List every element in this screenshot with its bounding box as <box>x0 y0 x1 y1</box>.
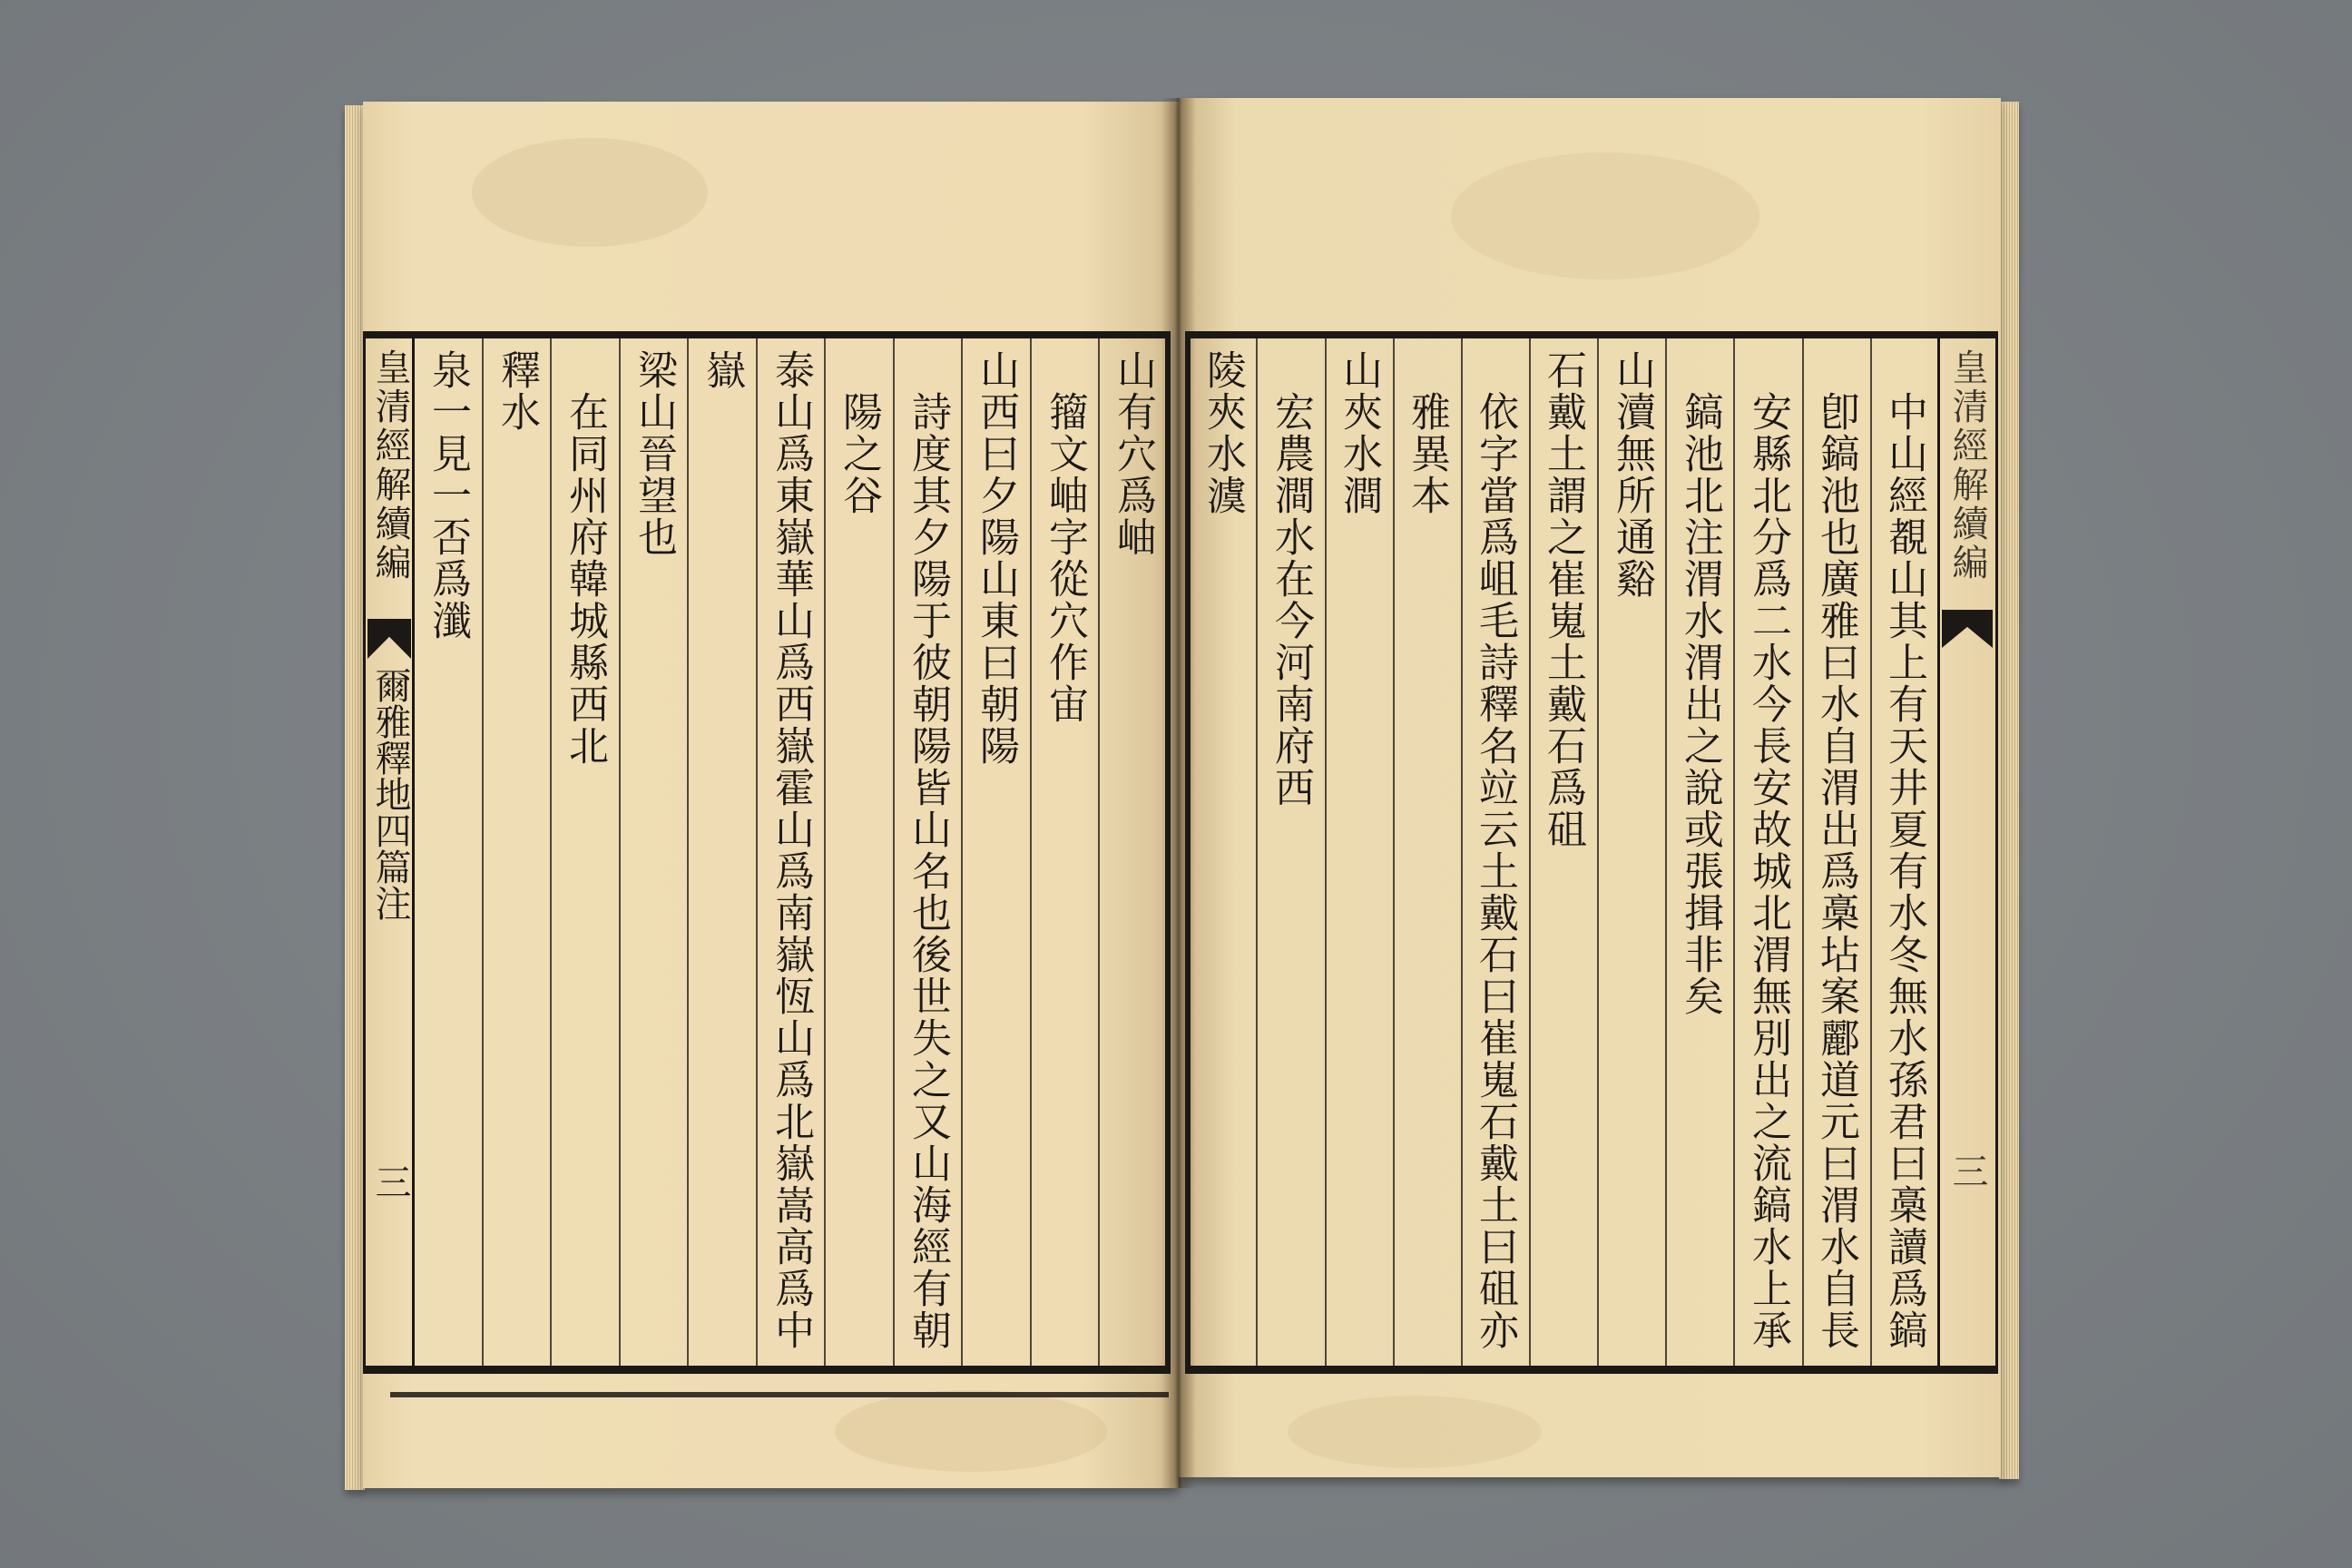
text-column: 在同州府韓城縣西北 <box>562 391 608 767</box>
left-page-edges <box>345 105 365 1490</box>
column-rule <box>893 338 895 1367</box>
right-banxin-title: 皇清經解續編 <box>1946 348 1988 583</box>
column-rule <box>1733 338 1735 1367</box>
column-rule <box>482 338 484 1367</box>
text-column: 石戴土謂之崔嵬土戴石爲砠 <box>1540 349 1586 850</box>
column-rule <box>1393 338 1395 1367</box>
column-rule <box>1529 338 1531 1367</box>
left-banxin-line <box>412 338 415 1367</box>
right-frame-outer <box>1995 331 1998 1374</box>
text-column: 山夾水澗 <box>1336 349 1382 516</box>
right-frame-top <box>1185 331 1998 338</box>
text-column: 山西曰夕陽山東曰朝陽 <box>973 349 1019 767</box>
column-rule <box>961 338 963 1367</box>
paper-stain <box>472 138 708 247</box>
text-column: 卽鎬池也廣雅曰水自渭出爲槀坫案酈道元曰渭水自長 <box>1813 391 1859 1351</box>
column-rule <box>1030 338 1032 1367</box>
column-rule <box>824 338 826 1367</box>
column-rule <box>1597 338 1599 1367</box>
right-banxin-page-number: 三 <box>1946 1152 1988 1189</box>
column-rule <box>1325 338 1327 1367</box>
right-page-edges <box>1999 102 2019 1479</box>
text-column: 梁山晉望也 <box>631 349 677 558</box>
left-frame-top <box>363 331 1171 338</box>
text-column: 雅異本 <box>1404 391 1450 516</box>
right-frame-bottom <box>1185 1366 1998 1374</box>
column-rule <box>1802 338 1804 1367</box>
column-rule <box>687 338 689 1367</box>
paper-stain <box>1451 152 1759 279</box>
right-banxin-line <box>1937 338 1940 1367</box>
column-rule <box>1665 338 1667 1367</box>
text-column: 泰山爲東嶽華山爲西嶽霍山爲南嶽恆山爲北嶽嵩高爲中 <box>768 349 814 1351</box>
text-column: 山有穴爲岫 <box>1110 349 1156 558</box>
column-rule <box>756 338 758 1367</box>
left-frame-outer <box>363 331 366 1374</box>
text-column: 安縣北分爲二水今長安故城北渭無別出之流鎬水上承 <box>1745 391 1791 1351</box>
text-column: 宏農澗水在今河南府西 <box>1268 391 1314 808</box>
paper-stain <box>835 1390 1107 1472</box>
column-rule <box>550 338 552 1367</box>
column-rule <box>619 338 621 1367</box>
left-banxin-title: 皇清經解續編 <box>369 348 411 583</box>
text-column: 詩度其夕陽于彼朝陽皆山名也後世失之又山海經有朝 <box>905 391 951 1351</box>
text-column: 中山經覩山其上有天井夏有水冬無水孫君曰槀讀爲鎬 <box>1881 391 1927 1351</box>
left-banxin-page-number: 三 <box>369 1163 411 1200</box>
text-column: 山瀆無所通谿 <box>1609 349 1655 600</box>
text-column: 陽之谷 <box>836 391 882 516</box>
column-rule <box>1256 338 1258 1367</box>
column-rule <box>1461 338 1463 1367</box>
text-column: 泉一見一否爲瀸 <box>425 349 471 642</box>
left-banxin-section: 爾雅釋地四篇注 <box>369 667 411 921</box>
left-frame-bottom-edge <box>390 1392 1169 1397</box>
column-rule <box>1098 338 1100 1367</box>
right-frame-inner <box>1185 331 1191 1374</box>
text-column: 籀文岫字從穴作宙 <box>1042 391 1088 725</box>
text-column: 依字當爲岨毛詩釋名竝云土戴石曰崔嵬石戴土曰砠亦 <box>1472 391 1518 1351</box>
left-frame-bottom <box>363 1366 1171 1374</box>
text-column: 嶽 <box>699 349 745 391</box>
column-rule <box>1870 338 1872 1367</box>
section-heading: 釋水 <box>494 349 540 433</box>
paper-stain <box>1288 1396 1542 1468</box>
text-column: 鎬池北注渭水渭出之說或張揖非矣 <box>1677 391 1723 1017</box>
text-column: 陵夾水澞 <box>1200 349 1246 516</box>
left-frame-inner <box>1165 331 1171 1374</box>
